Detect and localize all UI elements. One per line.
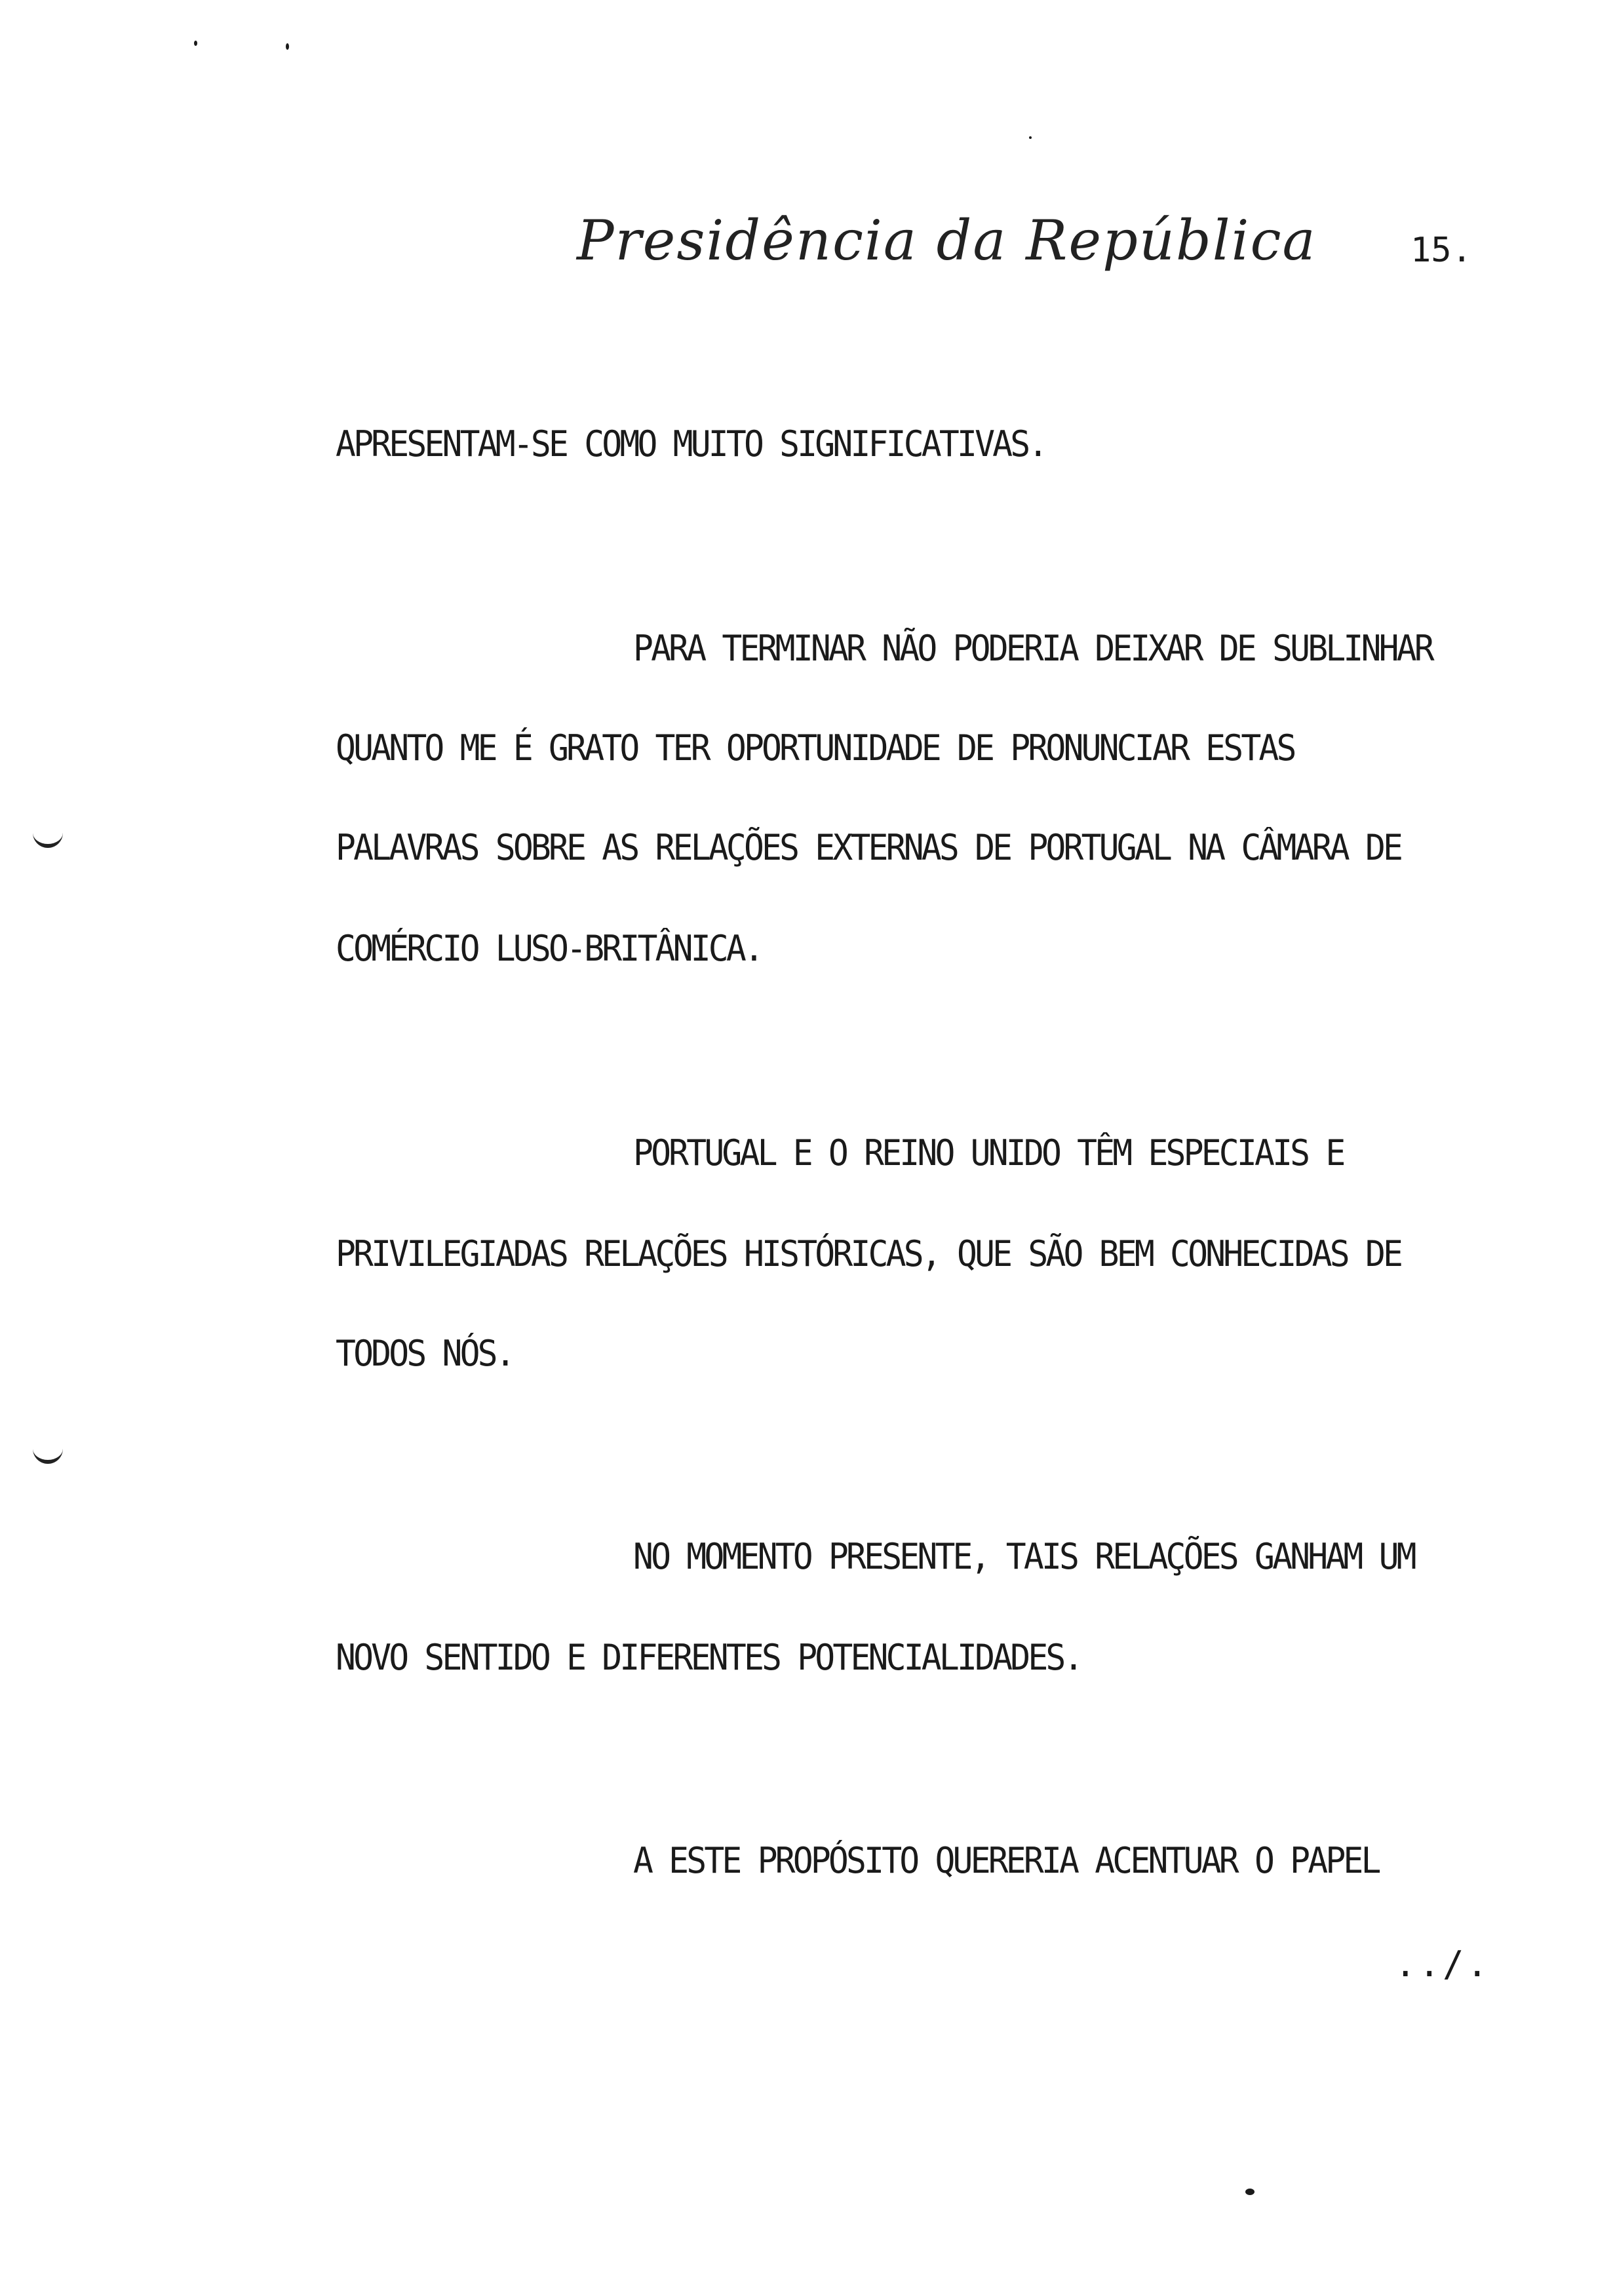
scan-speck (1245, 2189, 1255, 2195)
text-line: PORTUGAL E O REINO UNIDO TÊM ESPECIAIS E (633, 1132, 1344, 1174)
text-line: PALAVRAS SOBRE AS RELAÇÕES EXTERNAS DE PORTUGAL NA CÂMARA DE (336, 827, 1401, 868)
scan-speck (1029, 136, 1032, 139)
binder-hole-mark (33, 1448, 63, 1464)
text-line: PARA TERMINAR NÃO PODERIA DEIXAR DE SUBLINHAR (633, 628, 1432, 669)
text-line: NOVO SENTIDO E DIFERENTES POTENCIALIDADES. (336, 1637, 1081, 1678)
text-line: APRESENTAM-SE COMO MUITO SIGNIFICATIVAS. (336, 423, 1046, 465)
text-line: COMÉRCIO LUSO-BRITÂNICA. (336, 928, 762, 969)
text-line: PRIVILEGIADAS RELAÇÕES HISTÓRICAS, QUE SÃO BEM CONHECIDAS DE (336, 1233, 1401, 1274)
page-number: 15. (1411, 231, 1472, 270)
letterhead-title: Presidência da República (577, 208, 1317, 273)
continuation-mark: ../. (1395, 1943, 1491, 1985)
scan-speck (286, 43, 289, 50)
text-line: A ESTE PROPÓSITO QUERERIA ACENTUAR O PAPEL (633, 1840, 1379, 1881)
text-line: NO MOMENTO PRESENTE, TAIS RELAÇÕES GANHAM UM (633, 1536, 1414, 1577)
binder-hole-mark (33, 832, 63, 848)
scan-speck (194, 41, 197, 46)
text-line: QUANTO ME É GRATO TER OPORTUNIDADE DE PRONUNCIAR ESTAS (336, 727, 1294, 769)
text-line: TODOS NÓS. (336, 1333, 513, 1374)
